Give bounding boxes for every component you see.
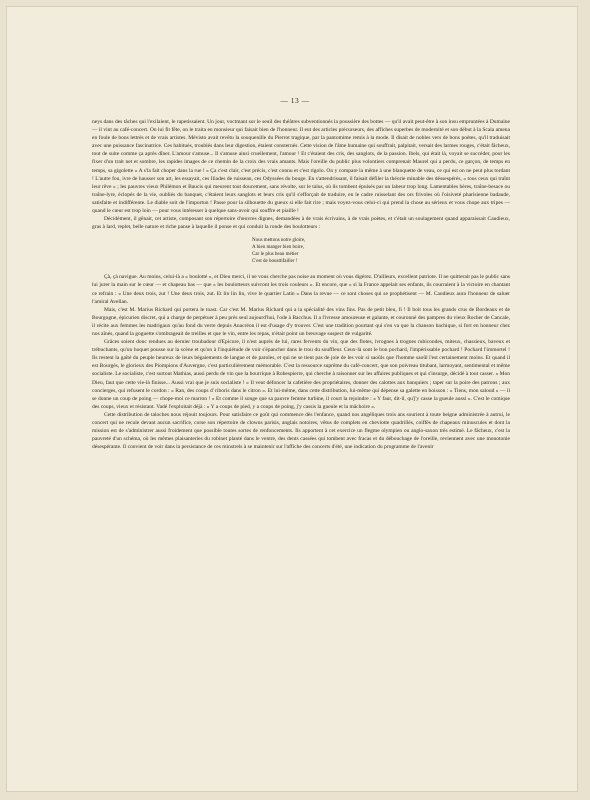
verse-quote — [252, 237, 510, 265]
paragraph-4: Mais, c'est M. Marius Richard qui portera le toast. Car c'est M. Marius Richard qui a la spécialité des vins fins. Pas de petit bleu, fi ! Il boit tous les grands crus de Bordeaux et de Bourgogne, épicurien discret, qui a charge de perpétuer à peu près seul aujourd'hui, l'ode à Bacchus. Il a l'ivresse amoureuse et galante, et couronné des pampres du vieux Rocher de Cancale, il récite aux femmes les madrigaux qu'au fond du verre depuis Anacréon il est d'usage d'y trouver. C'est une tradition pourtant qui s'en va que la chanson bachique, si fort en honneur chez nos aînés, quand la goguette s'ombrageait de treilles et que le vin, entre les repas, n'était point un breuvage suspect de vulgarité. — [92, 306, 510, 337]
verse-line: C'est de bousttifailler ! — [252, 259, 298, 265]
verse-line: Nous mettons notre gloire, — [252, 238, 306, 244]
article-body — [92, 118, 510, 451]
verse-line: Car le plus beau métier — [252, 252, 299, 258]
paragraph-6: Cette distribution de taloches nous réjouit toujours. Pour satisfaire ce goût qui commence dès l'enfance, quand nos angéliques trois ans sourient à toute beigne administrée à autrui, le concert qui ne recule devant aucun sacrifice, corse son répertoire de clowns parisis, anglais notoires, vêtus de complets en cheviotte quadrillés, coiffés de chapeaux minuscules et dont la mission est de s'administrer aussi froidement que possible toutes sortes de renfoncements. Ils apportent à cet exercice un flegme olympien ou anglo-saxon très estimé. Le fâcheux, c'est la pauvreté d'un schéma, où les mêmes plaisanteries du robinet planté dans le ventre, des dents cassées qui tombent avec fracas et du débouchage de l'oreille, reviennent avec une monotonie désespérante. Il convient de voir dans la persistance de ces minstrels à se maintenir sur l'affiche des concerts d'été, une indication du programme de l'avenir — [92, 411, 510, 451]
verse-line: A bien manger bien boire, — [252, 245, 305, 251]
page-number: — 13 — — [280, 96, 310, 105]
paragraph-3: Çà, çà navigue. Au moins, celui-là a « boulotté », et Dieu merci, il ne vous cherche pas noise au moment où vous digérez. D'ailleurs, excellent patriote. Il ne quitterait pas le public sans lui jurer la main sur le cœur — et chapeau bas — que « les boulotteurs suivront les trois couleurs ». Et encore, que « si la France appelait ses enfants, ils courraient à la victoire en chantant ce refrain : « Une deux trois, zut ! Une deux trois, zut. Et lin lin lin, vive le quartier Latin » Dans la revue — ce sont choses qui se prophétisent — M. Caudieux aura l'honneur de saluer l'amiral Avellan. — [92, 274, 510, 305]
paragraph-1: neys dans des tâches qui l'exilaient, le rapetissaient. Un jour, voctmant sur le seuil des théâtres subventionnés la poussière des bottes — qu'il avait peut-être à son insu empruntées à Dumaine — il vint au café-concert. On lui fit fête, on le traita en monsieur qui faisait bien de l'honneur. Il eut des articles précurseurs, des affiches superbes de modernité et son début à la Scala amena en foule de bons lettrés et de vrais artistes. Mévisto avait revêtu la souquenille du Pierrot tragique, par la pantomime remis à la mode. Il disait de nobles vers de bons poètes, qu'il traduisait avec une puissance fascinatrice. Ces habitués, troublés dans leur digestion, étaient consternés. Cette vision de l'âme humaine qui souffrait, palpitait, versait des larmes rouges, c'était fâcheux, tout de suite comme ça après dîner. L'amour s'amuse... Il s'amuse ainsi cruellement, l'amour ! Et c'étaient des cris, des sanglots, de la passion. Ibels, qui était là, voyait se succéder, pour les fixer d'un trait net et sombre, les rapides images de ce chemin de la croix des vrais amants. Mais l'oreille du public plus volontiers comprenait Maurel qui a perdu, ce garçon, de temps en temps, sa gigolette « A s'la fait choper dans la rue ! » Ça c'est clair, c'est précis, c'est connu et c'est rigolo. On y compare la même à une blanquette de veau, ce qui est on ne peut plus tordant ! L'autre fou, ivre de hausser son art, les essayait, ces Iliades de ruisseau, ces Odyssées du bouge. En s'attendrissant, il faisait défiler la théorie minable des déssespérés, « tous ceux qui traînt leur rêve » ; les pauvres vieux Philémon et Baucis qui meurent tout doucement, sans révolte, sur le talus, où ils tombent épuisés par un labeur trop long. Lamentables hères, traîne-besace ou traîne-lyre, éclopés de la vie, oubliés du banquet, c'étaient leurs sanglots et leurs cris qu'il s'efforçait de traduire, en le cadre ruisselant des ors frivoles où l'oisiveté pharisienne badaude, satisfaite et indifférente. Le diable soit de l'importun ! Passe pour la silhouette du gueux si elle fait rire ; mais voyez-vous celui-ci qui prend la chose au sérieux et vous chope aux tripes — quand le cœur est trop loin — pour vous intéresser à quelque sans-avoir qui souffre et piaille ! — [92, 119, 510, 215]
paragraph-5: Grâces soient donc rendues au dernier troubadour d'Epicure, il n'est auprès de lui, rares fervents du vin, que des flotes, ivrognes à trognes rubicondes, miteux, chassieux, baveux et trébuchants, qu'un hoquet pousse sur la scène et qu'on à l'inquiétude de voir s'épancher dans le trou du souffleur. Ceux-là sont le bon pochard, l'impérissable pochard ! Pochard l'immortel ! Ils restent la gaîté du peuple heureux de leurs bégaiements de langue et de paroles, et qui ne se tient pas de joie de les voir si saoûls que l'homme saoûl l'est certainement moins. Et quand il est Bourgès, le glorieux des Piompions d'Auvergne, c'est particulièrement mémorable. C'est la ressource suprême du café-concert, que son poivreau titubant, larmoyant, sentimental et même socialiste. Le socialiste, c'est surtout Mathias, aussi perdu de vin que la bourrique à Robespierre, qui cherche à raisonner sur les affaires publiques et qui s'insurge, décidé à tout casser. « Mon Dieu, faut que cette vie-là finisse... Aussi vrai que je suis socialiste ! » Il veut défoncer la cafetière des propriétaires, donner des calottes aux banquiers ; taper sur la poire des patrons ; aux concierges, qui refusent le cordon : « Ran, des coups d' riboris dans le citron ». Et lui-même, dans cette distribution, lui-même qui dépense sa galette en boisson : « Tiens, mon saloud » — il se donne un coup de poing — chope-moi ce marron ! » Et comme il songe que sa pauvre femme turbine, il court la rejoindre : « Y faut, dit-il, qu'j'y casse la gueule aussi ». C'est le comique des coups, vieux et résistant. Vadé l'exploitait déjà : « Y a coups de pied, y a coups de poing, j'y cassis la gueule et la mâchoire ». — [92, 339, 510, 410]
paragraph-2: Décidément, il gênait, cet artiste, composant son répertoire d'œuvres dignes, demandées à de vrais écrivains, à de vrais poètes, et c'était un soulagement quand apparaissait Caudieux, gras à lard, replet, belle nature et riche panse à laquelle il ponse et qui conduit la ronde des boulotteurs : — [92, 216, 510, 231]
